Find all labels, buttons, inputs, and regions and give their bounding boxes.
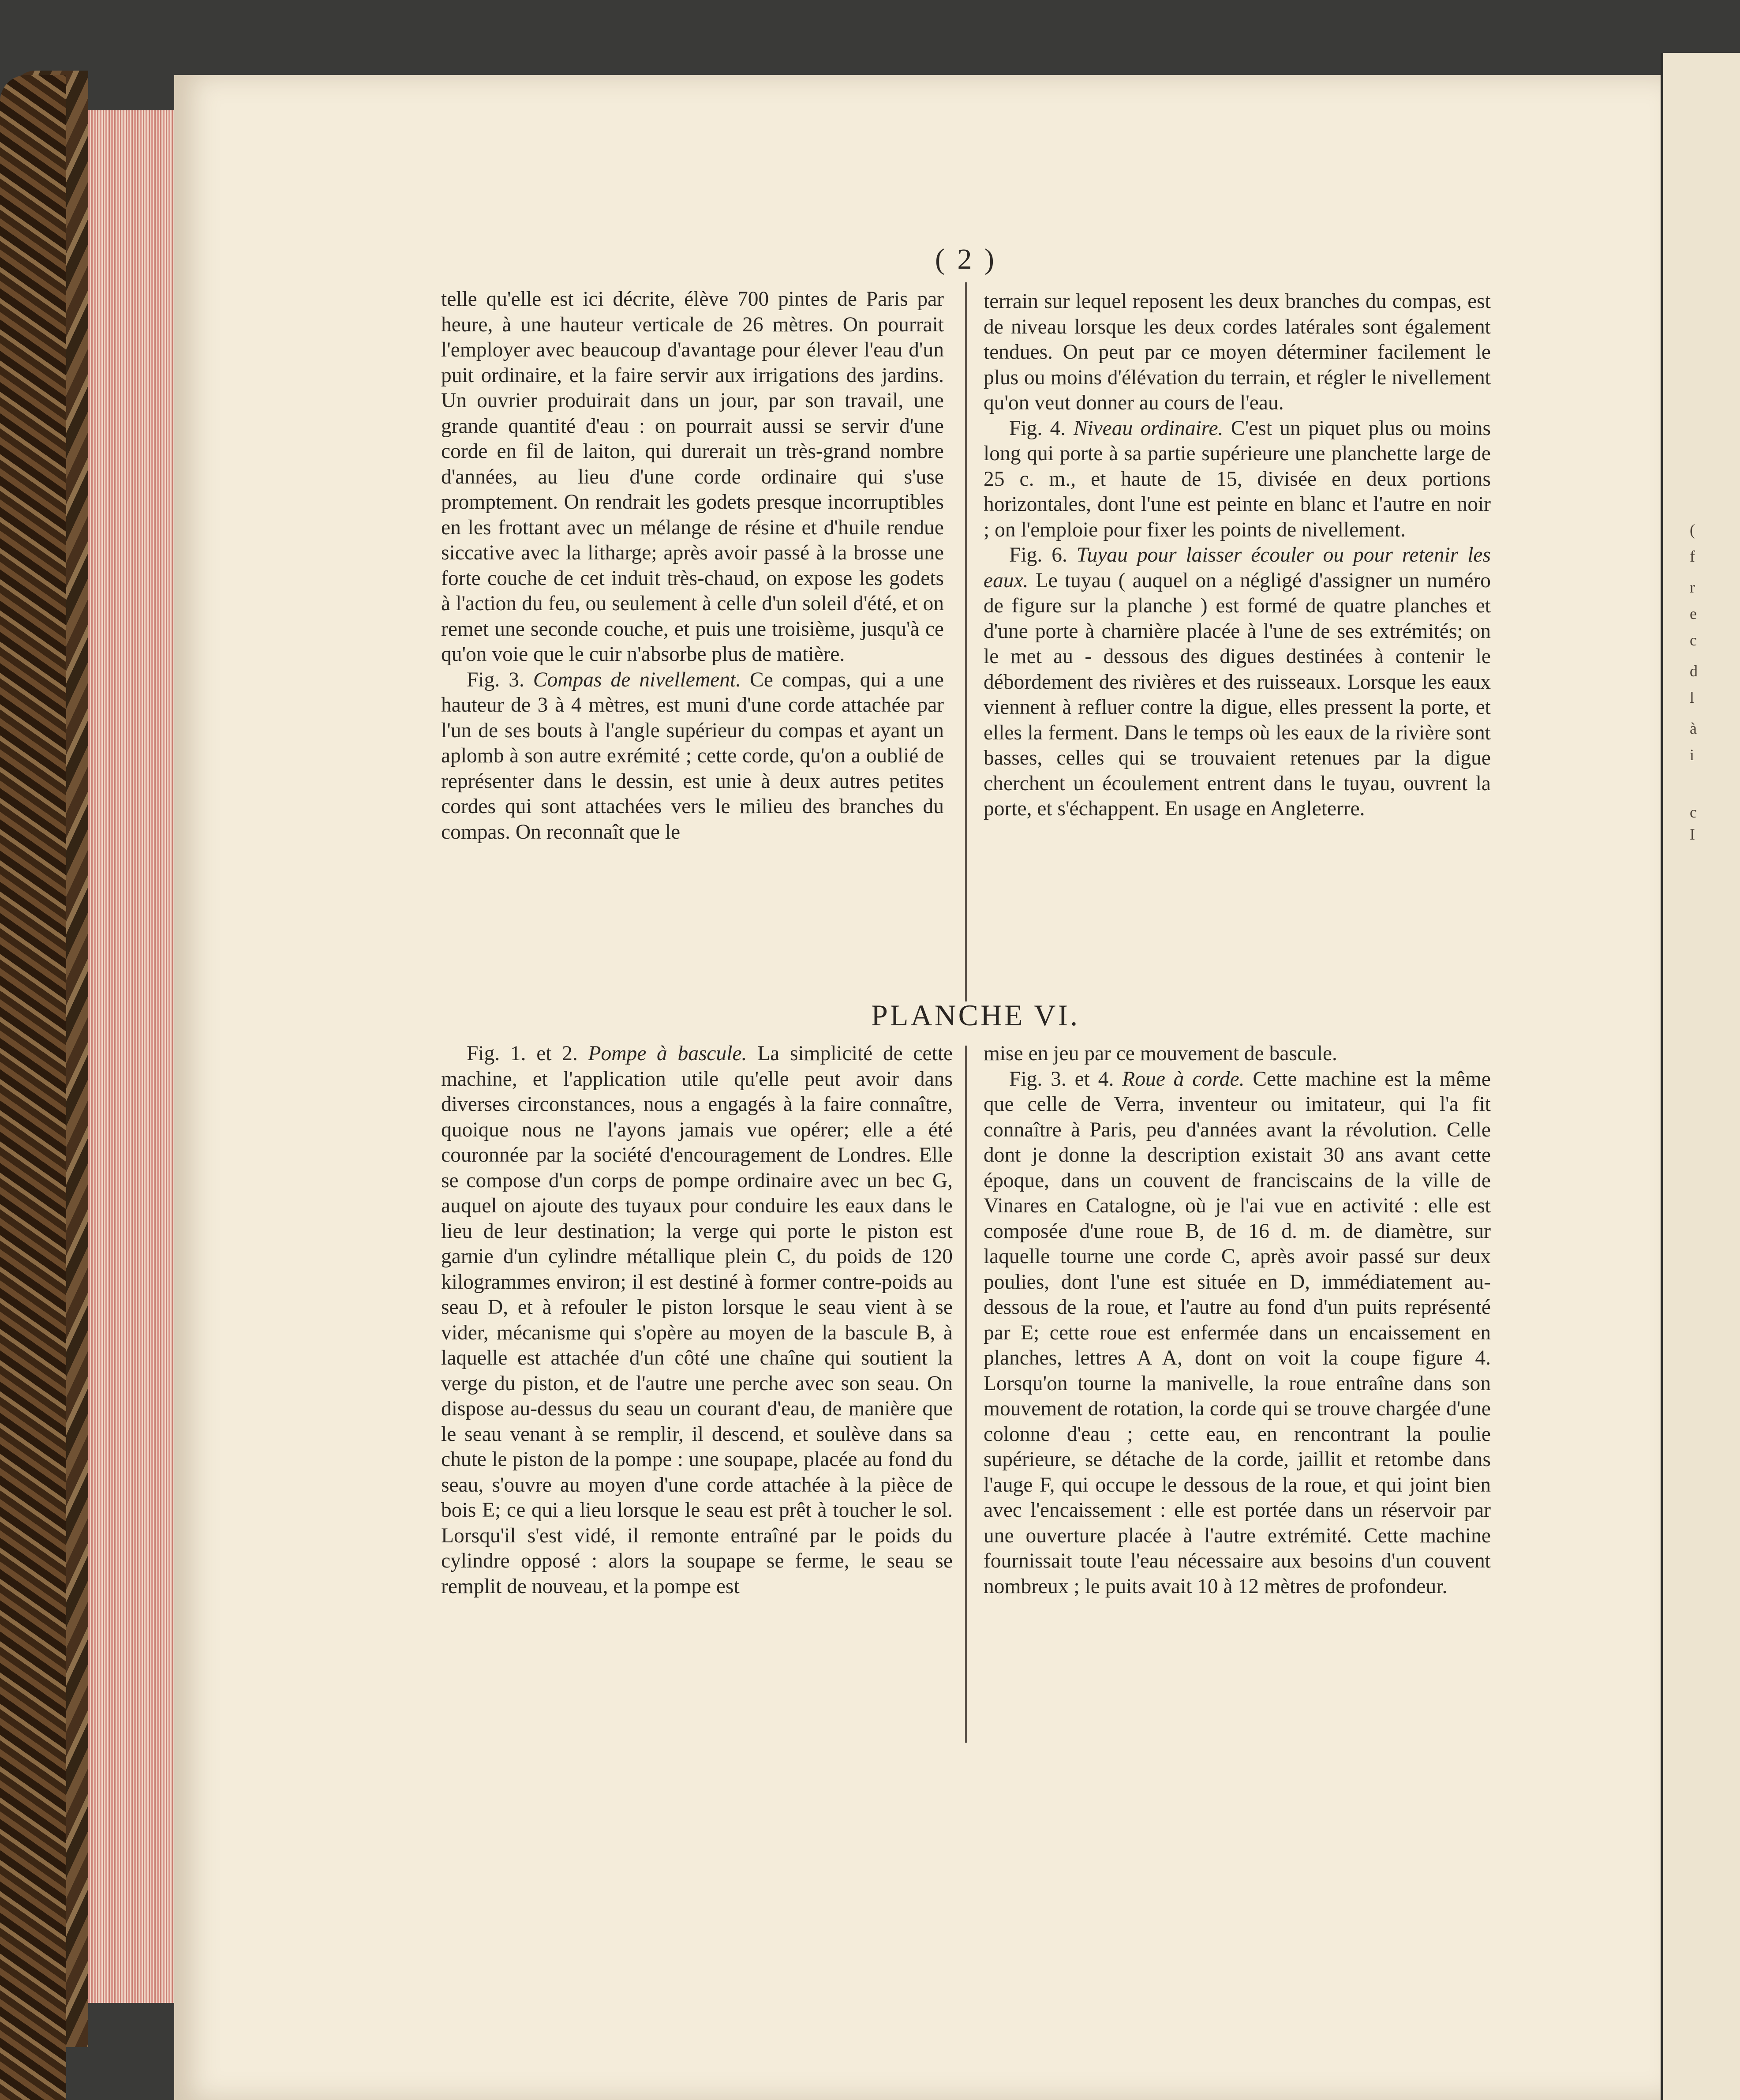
paragraph-fig1-2 <box>441 1041 953 1599</box>
fig-text: C'est un piquet plus ou moins long qui porte à sa partie supérieure une planchette large de 25 c. m., et haute de 15, divisée en deux portions horizontales, dont l'une est peinte en blanc et l'autre en noir ; on l'emploie pour fixer les points de nivellement. <box>984 416 1491 541</box>
next-page-letter: f <box>1690 548 1695 565</box>
fig-text: Cette machine est la même que celle de Verra, inventeur ou imitateur, qui l'a fit connaître à Paris, peu d'années avant la révolution. Celle dont je donne la description existait 30 ans avant cette époque, dans un couvent de franciscains de la ville de Vinares en Catalogne, où je l'ai vue en activité : elle est composée d'une roue B, de 16 d. m. de diamètre, sur laquelle tourne une corde C, après avoir passé sur deux poulies, dont l'une est située en D, immédiatement au-dessous de la roue, et l'autre au fond d'un puits représenté par E; cette roue est enfermée dans un encaissement en planches, lettres A A, dont on voit la coupe figure 4. Lorsqu'on tourne la manivelle, la roue entraîne dans son mouvement de rotation, la corde qui se trouve chargée d'une colonne d'eau ; cette eau, en rencontrant la poulie supérieure, se détache de la corde, jaillit et retombe dans l'auge F, qui occupe le dessous de la roue, et qui joint bien avec l'encaissement : elle est portée dans un réservoir par une ouverture placée à l'autre extrémité. Cette machine fournissait toute l'eau nécessaire aux besoins d'un couvent nombreux ; le puits avait 10 à 12 mètres de profondeur. <box>984 1067 1491 1598</box>
paragraph: mise en jeu par ce mouvement de bascule. <box>984 1042 1337 1065</box>
next-page-letter: e <box>1690 605 1697 622</box>
section-heading: PLANCHE VI. <box>871 998 1080 1032</box>
next-page-letter: ( <box>1690 521 1695 539</box>
fig-label: Fig. 3. et 4. <box>1009 1067 1114 1091</box>
next-page-letter: d <box>1690 662 1698 680</box>
book-cover-edge <box>0 75 66 2100</box>
column-top-right <box>984 289 1491 822</box>
next-page-letter: I <box>1690 825 1695 843</box>
fig-label: Fig. 3. <box>467 668 524 691</box>
fig-label: Fig. 4. <box>1009 416 1066 440</box>
next-page-letter: à <box>1690 720 1697 737</box>
fig-text: Ce compas, qui a une hauteur de 3 à 4 mètres, est muni d'une corde attachée par l'un de ses bouts à l'angle supérieur du compas et ayant un aplomb à son autre exrémité ; cette corde, qu'on a oublié de représenter dans le dessin, est unie à deux autres petites cordes qui sont attachées vers le milieu des branches du compas. On reconnaît que le <box>441 668 944 844</box>
fig-title: Niveau ordinaire. <box>1073 416 1224 440</box>
next-page-letter: c <box>1690 631 1697 649</box>
column-bottom-left <box>441 1041 953 1599</box>
fig-text: Le tuyau ( auquel on a négligé d'assigner un numéro de figure sur la planche ) est formé de quatre planches et d'une porte à charnière placée à l'une de ses extrémités; on le met au - dessous des digues destinées à contenir le débordement des rivières et des ruisseaux. Lorsque les eaux viennent à refluer contre la digue, elles pressent la porte, et elles la ferment. Dans le temps où les eaux de la rivière sont basses, celles qui se trouvaient retenues par la digue cherchent un écoulement entrent dans le tuyau, ouvrent la porte, et s'échappent. En usage en Angleterre. <box>984 569 1491 820</box>
paragraph-fig3-4 <box>984 1067 1491 1600</box>
column-bottom-right <box>984 1041 1491 1599</box>
page-number: ( 2 ) <box>935 243 997 275</box>
fig-label: Fig. 6. <box>1009 544 1067 566</box>
column-divider <box>965 282 967 1001</box>
next-page-letter: r <box>1690 578 1695 596</box>
fig-label: Fig. 1. et 2. <box>467 1042 578 1065</box>
paragraph-fig4 <box>984 416 1491 543</box>
next-page-letter: c <box>1690 803 1697 821</box>
fig-text: La simplicité de cette machine, et l'application utile qu'elle peut avoir dans diverses circonstances, nous a engagés à la faire connaître, quoique nous ne l'ayons jamais vue opérer; elle a été couronnée par la société d'encouragement de Londres. Elle se compose d'un corps de pompe ordinaire avec un bec G, auquel on ajoute des tuyaux pour conduire les eaux dans le lieu de leur destination; la verge qui porte le piston est garnie d'un cylindre métallique plein C, du poids de 120 kilogrammes environ; il est destiné à former contre-poids au seau D, et à refouler le piston lorsque le seau vient à se vider, mécanisme qui s'opère au moyen de la bascule B, à laquelle est attachée d'un côté une chaîne qui soutient la verge du piston, et de l'autre une perche avec son seau. On dispose au-dessus du seau un courant d'eau, de manière que le seau venant à se remplir, il descend, et soulève dans sa chute le piston de la pompe : une soupape, placée au fond du seau, s'ouvre au moyen d'une corde attachée à la pièce de bois E; ce qui a lieu lorsque le seau est prêt à toucher le sol. Lorsqu'il s'est vidé, il remonte entraîné par le poids du cylindre opposé : alors la soupape se ferme, le seau se remplit de nouveau, et la pompe est <box>441 1042 953 1598</box>
column-divider <box>965 1046 967 1743</box>
page-edges <box>88 110 176 2003</box>
paragraph: terrain sur lequel reposent les deux branches du compas, est de niveau lorsque les deux cordes latérales sont également tendues. On peut par ce moyen déterminer facilement le plus ou moins d'élévation du terrain, et régler le nivellement qu'on veut donner au cours de l'eau. <box>984 290 1491 414</box>
fig-title: Pompe à bascule. <box>588 1042 747 1065</box>
next-page-letter: l <box>1690 689 1695 706</box>
paragraph: telle qu'elle est ici décrite, élève 700 pintes de Paris par heure, à une hauteur verticale de 26 mètres. On pourrait l'employer avec beaucoup d'avantage pour élever l'eau d'un puit ordinaire, et la faire servir aux irrigations des jardins. Un ouvrier produirait dans un jour, par son travail, une grande quantité d'eau : on pourrait aussi se servir d'une corde en fil de laiton, qui durerait un très-grand nombre d'années, au lieu d'une corde ordinaire qui s'use promptement. On rendrait les godets presque incorruptibles en les frottant avec un mélange de résine et d'huile rendue siccative avec la litharge; après avoir passé à la brosse une forte couche de cet induit très-chaud, on expose les godets à l'action du feu, ou seulement à celle d'un soleil d'été, et on remet une seconde couche, et puis une troisième, jusqu'à ce qu'on voie que le cuir n'absorbe plus de matière. <box>441 288 944 666</box>
paragraph-fig3 <box>441 668 944 845</box>
fig-title: Roue à corde. <box>1122 1067 1245 1091</box>
next-page-letter: i <box>1690 746 1695 764</box>
paragraph-fig6 <box>984 543 1491 822</box>
fig-title: Tuyau pour laisser écouler ou pour retenir les eaux. <box>984 544 1491 592</box>
next-page-sliver <box>1661 53 1740 2100</box>
fig-title: Compas de nivellement. <box>533 668 741 691</box>
column-top-left <box>441 287 944 845</box>
